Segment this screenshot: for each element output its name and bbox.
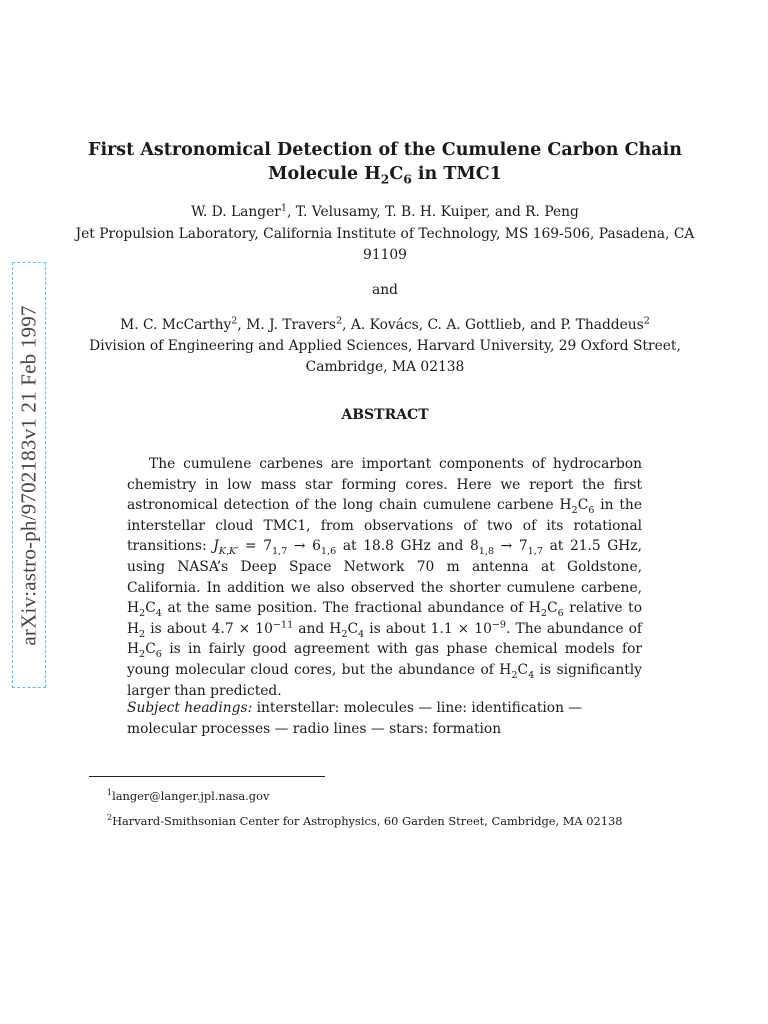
arxiv-id: arXiv:astro-ph/9702183v1 21 Feb 1997 <box>16 304 41 646</box>
subject-headings-text: interstellar: molecules — line: identification — molecular processes — radio lines — stars: formation <box>127 700 583 737</box>
title-line-1: First Astronomical Detection of the Cumulene Carbon Chain <box>88 140 682 160</box>
footnote-1: $^1$langer@langer.jpl.nasa.gov <box>107 788 270 803</box>
footnote-2: $^2$Harvard-Smithsonian Center for Astrophysics, 60 Garden Street, Cambridge, MA 02138 <box>107 813 623 828</box>
affiliation-harvard: Division of Engineering and Applied Sciences, Harvard University, 29 Oxford Street, Cambridge, MA 02138 <box>89 338 681 375</box>
affiliation-jpl: Jet Propulsion Laboratory, California Institute of Technology, MS 169-506, Pasadena, CA 91109 <box>75 226 695 263</box>
title-line-2: Molecule $H_2C_6$ in TMC1 <box>268 164 502 187</box>
and-separator: and <box>372 282 398 298</box>
subject-headings-label: Subject headings: <box>127 700 253 716</box>
subject-headings <box>127 698 627 739</box>
footnote-rule <box>89 776 325 777</box>
author-list-jpl: W. D. Langer$^1$, T. Velusamy, T. B. H. Kuiper, and R. Peng <box>191 202 579 220</box>
abstract-body: The cumulene carbenes are important components of hydrocarbon chemistry in low mass star forming cores. Here we report the first astronomical detection of the long chain cumulene carbene $H_2C_6$ in the interstellar cloud TMC1, from observations of two of its rotational transitions: $J_{K,K'} = 7_{1,7} \to 6_{1,6}$ at 18.8 GHz and $8_{1,8} \to 7_{1,7}$ at 21.5 GHz, using NASA’s Deep Space Network 70 m antenna at Goldstone, California. In addition we also observed the shorter cumulene carbene, $H_2C_4$ at the same position. The fractional abundance of $H_2C_6$ relative to $H_2$ is about $4.7 \times 10^{-11}$ and $H_2C_4$ is about $1.1 \times 10^{-9}$. The abundance of $H_2C_6$ is in fairly good agreement with gas phase chemical models for young molecular cloud cores, but the abundance of $H_2C_4$ is significantly larger than predicted. <box>127 456 643 699</box>
arxiv-stamp <box>12 262 46 688</box>
paper-title <box>60 138 710 186</box>
abstract-heading: ABSTRACT <box>341 407 429 423</box>
author-list-harvard: M. C. McCarthy$^2$, M. J. Travers$^2$, A. Kovács, C. A. Gottlieb, and P. Thaddeus$^2$ <box>120 315 650 333</box>
